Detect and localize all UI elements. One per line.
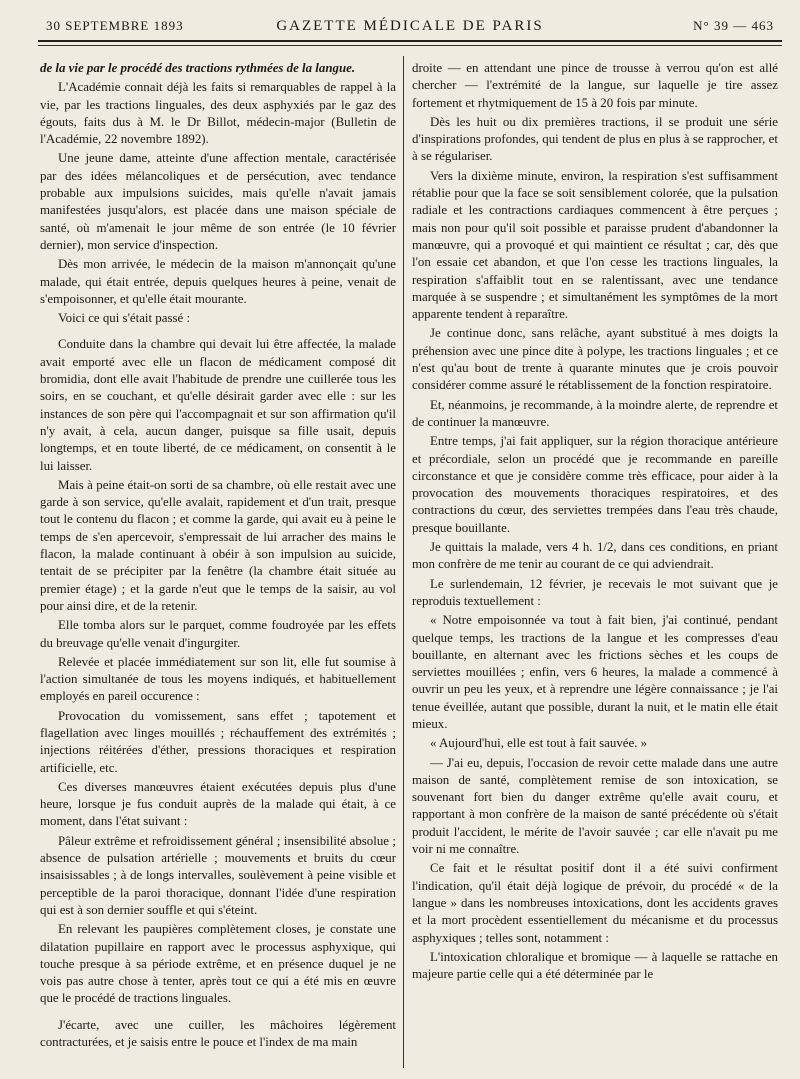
paragraph: L'Académie connait déjà les faits si remarquables de rappel à la vie, par les tractions linguales, des deux asphyxiés par le gaz des égouts, faits dus à M. le Dr Billot, médecin-major (Bulletin de l'Académie, 22 novembre 1892). xyxy=(40,80,396,147)
paragraph: Elle tomba alors sur le parquet, comme foudroyée par les effets du breuvage qu'elle venait d'ingurgiter. xyxy=(40,618,396,650)
paragraph: Une jeune dame, atteinte d'une affection mentale, caractérisée par des idées mélancoliques et de persécution, avec tendance probable aux impulsions suicides, mais qu'elle n'avait jamais manifestées jusqu'alors, est placée dans une maison spéciale de santé, où m'amenait le jour même de son entrée (le 10 février dernier), mon service d'inspection. xyxy=(40,151,396,252)
paragraph: Je continue donc, sans relâche, ayant substitué à mes doigts la préhension avec une pince dite à polype, les tractions linguales ; et ce n'est qu'au bout de trente à quarante minutes que je crois pouvoir considérer comme assuré le rétablissement de la fonction respiratoire. xyxy=(412,326,778,393)
column-right xyxy=(412,60,778,1068)
header-date: 30 SEPTEMBRE 1893 xyxy=(46,18,184,33)
paragraph: Ce fait et le résultat positif dont il a été suivi confirment l'indication, qu'il était déjà logique de prévoir, du procédé « de la langue » dans les nombreuses intoxications, dont les accidents graves et la mort procèdent essentiellement du mécanisme et du processus asphyxiques ; telles sont, notamment : xyxy=(412,861,778,945)
paragraph: Provocation du vomissement, sans effet ; tapotement et flagellation avec linges mouillés ; réchauffement des extrémités ; injections réitérées d'éther, pressions thoraciques et respiration artificielle, etc. xyxy=(40,708,396,775)
paragraph: Conduite dans la chambre qui devait lui être affectée, la malade avait emporté avec elle un flacon de médicament composé dit bromidia, dont elle avait l'habitude de prendre une cuillerée tous les soirs, en se couchant, et qu'elle désirait garder avec elle : sur les instances de son père qui l'accompagnait et sur son affirmation qu'il n'y avait, à cela, aucun danger, puisque sa fille usait, depuis longtemps, et en toute liberté, de ce médicament, on consentit à le lui laisser. xyxy=(40,337,396,473)
header-rule-thin xyxy=(38,45,782,46)
quoted-letter: « Notre empoisonnée va tout à fait bien, j'ai continué, pendant quelque temps, les tractions de la langue et les compresses d'eau bouillante, en alternant avec les frictions sèches et les coups de serviettes mouillées ; enfin, vers 6 heures, la malade a commencé à ouvrir un peu les yeux, et à reprendre une légère connaissance ; je l'ai tenue éveillée, autant que possible, durant la nuit, et le matin elle était mieux. xyxy=(412,613,778,731)
paragraph: Voici ce qui s'était passé : xyxy=(58,311,191,326)
paragraph: J'écarte, avec une cuiller, les mâchoires légèrement contracturées, et je saisis entre le pouce et l'index de ma main xyxy=(40,1017,396,1050)
paragraph: L'intoxication chloralique et bromique — à laquelle se rattache en majeure partie celle qui a été déterminée par le xyxy=(412,949,778,982)
paragraph: Entre temps, j'ai fait appliquer, sur la région thoracique antérieure et précordiale, selon un procédé que je recommande en pareille circonstance et que je considère comme très efficace, pour aider à la provocation des mouvements thoraciques respiratoires, et des contractions du cœur, des serviettes trempées dans l'eau très chaude, presque bouillante. xyxy=(412,434,778,535)
header-rule xyxy=(38,40,782,42)
page-header xyxy=(38,14,782,38)
paragraph: — J'ai eu, depuis, l'occasion de revoir cette malade dans une autre maison de santé, complètement remise de son intoxication, se souvenant fort bien du danger extrême qu'elle avait couru, et rapportant à mon confrère de la maison de santé précédente où s'était produit l'accident, le mérite de l'avoir sauvée ; car elle n'avait pu me voir ni me connaître. xyxy=(412,755,778,857)
paragraph: droite — en attendant une pince de trousse à verrou qu'on est allé chercher — l'extrémité de la langue, sur laquelle je tire assez fortement et rhytmiquement de 15 à 20 fois par minute. xyxy=(412,61,778,110)
paragraph: Vers la dixième minute, environ, la respiration s'est suffisamment rétablie pour que la face se soit sensiblement colorée, que la pulsation radiale et les contractions cardiaques commencent à être perçues ; mais non pour qu'il soit possible et paraisse prudent d'abandonner la manœuvre, qui a provoqué et qui maintient ce résultat ; car, dès que l'on essaie cet abandon, et que l'on cesse les tractions linguales, la respiration s'affaiblit tout en se ralentissant, avec une tendance marquée à se suspendre ; et simultanément les symptômes de la mort apparente tendent à reparaître. xyxy=(412,168,778,322)
issue-page-number: N° 39 — 463 xyxy=(693,18,774,33)
journal-title: GAZETTE MÉDICALE DE PARIS xyxy=(276,18,544,34)
quoted-letter: « Aujourd'hui, elle est tout à fait sauvée. » xyxy=(430,736,648,751)
paragraph: Relevée et placée immédiatement sur son lit, elle fut soumise à l'action simultanée de tous les moyens indiqués, et habituellement employés en pareil occurence : xyxy=(40,654,396,704)
paragraph: Mais à peine était-on sorti de sa chambre, où elle restait avec une garde à son service, qu'elle avalait, rapidement et d'un trait, presque tout le contenu du flacon ; et comme la garde, qui avait eu à peine le temps de s'en apercevoir, s'empressait de lui arracher des mains le flacon, la malade continuant à obéir à son impulsion au suicide, tentait de se précipiter par la fenêtre (la chambre était située au premier étage) ; et la garde n'eut que le temps de la saisir, au vol pour ainsi dire, et de la retenir. xyxy=(40,477,396,613)
section-subtitle: de la vie par le procédé des tractions rythmées de la langue. xyxy=(40,61,356,75)
paragraph: Ces diverses manœuvres étaient exécutées depuis plus d'une heure, lorsque je fus conduit auprès de la malade qui était, à ce moment, dans l'état suivant : xyxy=(40,779,396,829)
paragraph: Et, néanmoins, je recommande, à la moindre alerte, de reprendre et de continuer la manœuvre. xyxy=(412,397,778,429)
paragraph: Pâleur extrême et refroidissement général ; insensibilité absolue ; absence de pulsation artérielle ; mouvements et bruits du cœur insaisissables ; à de longs intervalles, soulèvement à peine visible et perceptible de la paroi thoracique, donnant l'idée d'une respiration qui est à son dernier souffle et qui s'éteint. xyxy=(40,833,396,917)
column-separator xyxy=(403,56,404,1068)
paragraph: Le surlendemain, 12 février, je recevais le mot suivant que je reproduis textuellement : xyxy=(412,576,778,608)
paragraph: Je quittais la malade, vers 4 h. 1/2, dans ces conditions, en priant mon confrère de me tenir au courant de ce qui adviendrait. xyxy=(412,540,778,572)
paragraph: Dès mon arrivée, le médecin de la maison m'annonçait qu'une malade, qui était entrée, depuis quelques heures à peine, venait de s'empoisonner, et qu'elle était mourante. xyxy=(40,257,396,306)
column-left xyxy=(40,60,396,1068)
paragraph: Dès les huit ou dix premières tractions, il se produit une série d'inspirations profondes, qui tendent de plus en plus à se rapprocher, et à se régulariser. xyxy=(412,114,778,164)
paragraph: En relevant les paupières complètement closes, je constate une dilatation pupillaire en rapport avec le processus asphyxique, qui touche presque à sa période extrême, et en présence duquel je ne vois pas autre chose à tenter, après tout ce qui a été mis en œuvre que le procédé de tractions linguales. xyxy=(40,922,396,1006)
